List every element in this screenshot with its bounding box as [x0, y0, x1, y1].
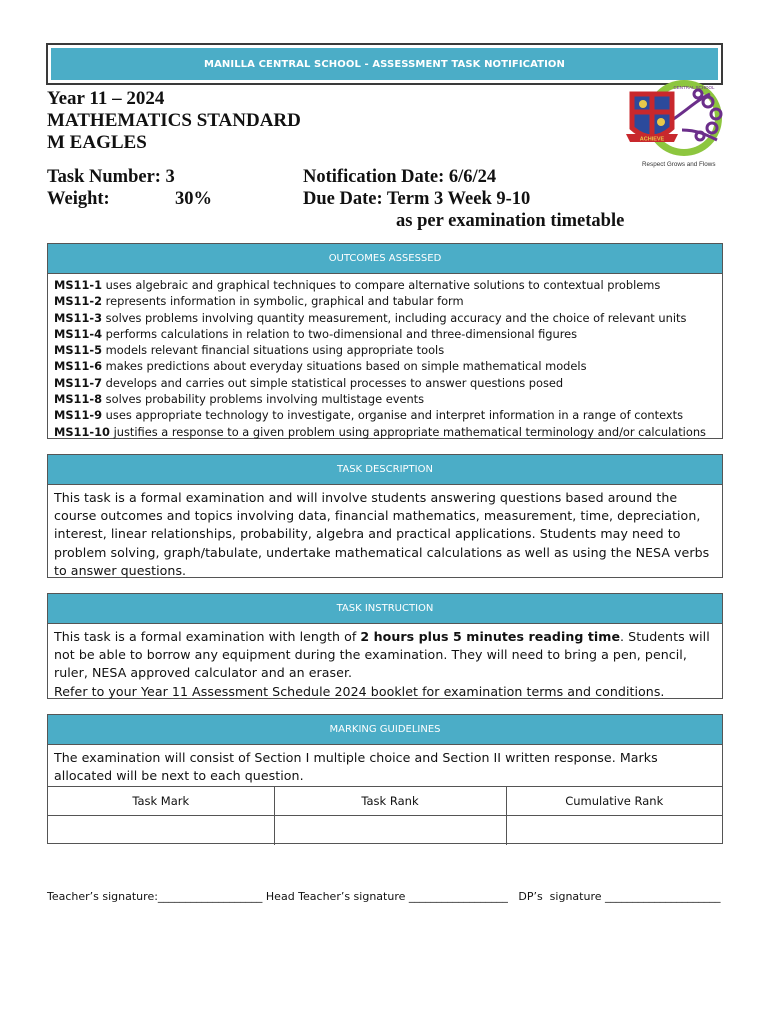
outcome-code: MS11-1 — [54, 278, 103, 292]
outcome-code: MS11-4 — [54, 326, 103, 341]
cumulative-rank-header: Cumulative Rank — [506, 787, 722, 816]
outcome-code: MS11-5 — [54, 343, 103, 358]
outcome-text: represents information in symbolic, graphical and tabular form — [102, 294, 464, 309]
instruction-text-end: . Students will not be able to borrow any equipment during the examination. They will need to bring a pen, pencil, ruler, NESA approved calculator and an eraser. — [54, 629, 710, 681]
outcome-item — [54, 293, 716, 309]
outcome-item — [54, 342, 716, 358]
task-instruction-heading: TASK INSTRUCTION — [48, 594, 722, 624]
instruction-text-start: This task is a formal examination with length of — [54, 629, 361, 644]
class-title: M EAGLES — [47, 132, 147, 153]
task-mark-header: Task Mark — [48, 787, 274, 816]
outcome-code: MS11-2 — [54, 294, 103, 309]
outcome-text: uses algebraic and graphical techniques to compare alternative solutions to contextual problems — [102, 278, 661, 292]
header-banner — [46, 43, 723, 85]
outcome-text: performs calculations in relation to two-dimensional and three-dimensional figures — [102, 326, 578, 341]
outcome-code: MS11-10 — [54, 424, 110, 439]
task-description-text: This task is a formal examination and will involve students answering questions based around the course outcomes and topics involving data, financial mathematics, measurement, time, depreciation, interest, linear relationships, probability, algebra and practical applications. Students may need to problem solving, graph/tabulate, undertake mathematical calculations as well as using the NESA verbs to answer questions. — [54, 490, 710, 578]
outcomes-list — [48, 274, 722, 440]
instruction-reference: Refer to your Year 11 Assessment Schedule 2024 booklet for examination terms and conditions. — [54, 683, 665, 699]
outcome-item — [54, 326, 716, 342]
svg-text:Respect Grows and Flows: Respect Grows and Flows — [642, 161, 716, 168]
svg-text:CENTRAL SCHOOL: CENTRAL SCHOOL — [673, 85, 715, 90]
exam-duration: 2 hours plus 5 minutes reading time — [360, 629, 621, 644]
outcome-item — [54, 375, 716, 391]
task-description-section — [47, 454, 723, 578]
outcome-code: MS11-7 — [54, 375, 103, 390]
outcomes-section — [47, 243, 723, 439]
outcome-code: MS11-6 — [54, 359, 103, 374]
outcome-item — [54, 407, 716, 423]
outcome-code: MS11-8 — [54, 392, 103, 407]
marking-guidelines-section — [47, 714, 723, 844]
cumulative-rank-cell[interactable] — [506, 816, 722, 845]
outcome-code: MS11-3 — [54, 310, 103, 325]
outcome-item — [54, 391, 716, 407]
notification-date: Notification Date: 6/6/24 — [303, 167, 497, 187]
outcome-item — [54, 424, 716, 440]
weight-value: 30% — [175, 189, 212, 209]
task-description-heading: TASK DESCRIPTION — [48, 455, 722, 485]
outcome-item — [54, 277, 716, 293]
outcome-text: models relevant financial situations using appropriate tools — [102, 343, 445, 358]
course-title: MATHEMATICS STANDARD — [47, 110, 301, 131]
outcomes-heading: OUTCOMES ASSESSED — [48, 244, 722, 274]
signature-lines: Teacher’s signature:___________________ Head Teacher’s signature __________________ DP’s signature _____________________ — [47, 890, 721, 903]
outcome-item — [54, 358, 716, 374]
due-note: as per examination timetable — [396, 211, 625, 231]
task-rank-cell[interactable] — [274, 816, 506, 845]
svg-text:ACHIEVE: ACHIEVE — [639, 136, 665, 143]
outcome-code: MS11-9 — [54, 408, 103, 423]
task-instruction-text — [48, 624, 722, 703]
banner-title: MANILLA CENTRAL SCHOOL - ASSESSMENT TASK NOTIFICATION — [51, 48, 718, 80]
due-date: Due Date: Term 3 Week 9-10 — [303, 189, 531, 209]
task-rank-header: Task Rank — [274, 787, 506, 816]
outcome-item — [54, 310, 716, 326]
task-mark-cell[interactable] — [48, 816, 274, 845]
outcome-text: justifies a response to a given problem using appropriate mathematical terminology and/or calculations — [109, 424, 706, 439]
marking-guidelines-text: The examination will consist of Section I multiple choice and Section II written response. Marks allocated will be next to each question. — [54, 750, 658, 784]
task-number: Task Number: 3 — [47, 167, 175, 187]
marks-table — [48, 786, 722, 845]
marking-guidelines-heading: MARKING GUIDELINES — [48, 715, 722, 745]
outcome-text: solves probability problems involving multistage events — [102, 392, 425, 407]
task-instruction-section — [47, 593, 723, 699]
year-title: Year 11 – 2024 — [47, 88, 165, 109]
outcome-text: uses appropriate technology to investigate, organise and interpret information in a range of contexts — [102, 408, 684, 423]
outcome-text: makes predictions about everyday situations based on simple mathematical models — [102, 359, 587, 374]
school-logo — [612, 80, 732, 170]
outcome-text: solves problems involving quantity measurement, including accuracy and the choice of relevant units — [102, 310, 687, 325]
outcome-text: develops and carries out simple statistical processes to answer questions posed — [102, 375, 564, 390]
weight-label: Weight: — [47, 189, 110, 209]
